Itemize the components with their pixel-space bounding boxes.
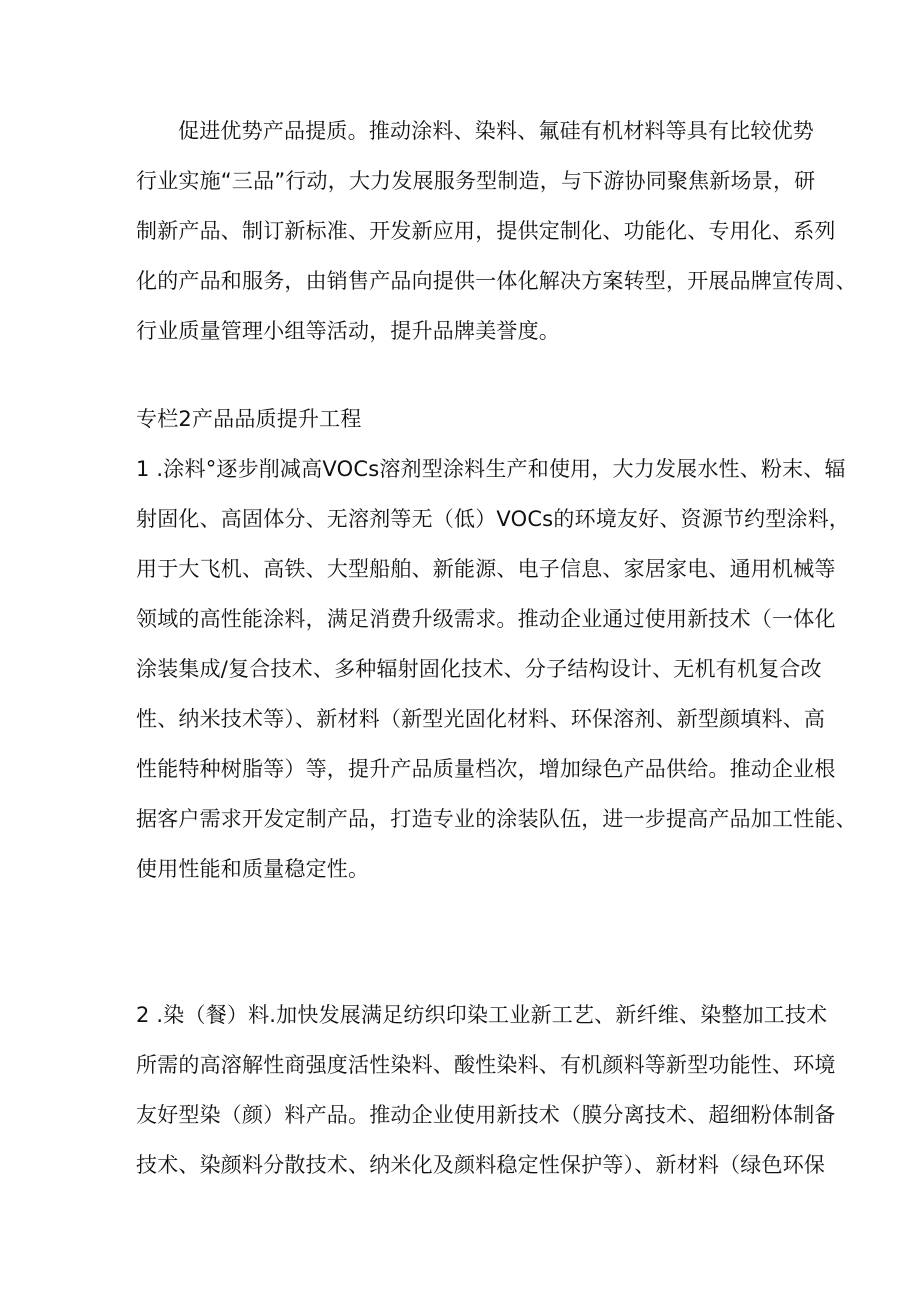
paragraph-1-line-3: 制新产品、制订新标准、开发新应用，提供定制化、功能化、专用化、系列 bbox=[136, 219, 836, 243]
paragraph-1-line-1: 促进优势产品提质。推动涂料、染料、氟硅有机材料等具有比较优势 bbox=[178, 119, 814, 143]
paragraph-1-line-5: 行业质量管理小组等活动，提升品牌美誉度。 bbox=[136, 319, 560, 343]
paragraph-2-line-2: 射固化、高固体分、无溶剂等无（低）VOCs的环境友好、资源节约型涂料， bbox=[136, 507, 851, 531]
paragraph-2-line-3: 用于大飞机、高铁、大型船舶、新能源、电子信息、家居家电、通用机械等 bbox=[136, 557, 836, 581]
paragraph-2-line-9: 使用性能和质量稳定性。 bbox=[136, 857, 370, 881]
paragraph-2-line-6: 性、纳米技术等）、新材料（新型光固化材料、环保溶剂、新型颜填料、高 bbox=[136, 707, 826, 731]
paragraph-2-line-1: 1 .涂料°逐步削减高VOCs溶剂型涂料生产和使用，大力发展水性、粉末、辐 bbox=[136, 457, 846, 481]
paragraph-3-line-3: 友好型染（颜）料产品。推动企业使用新技术（膜分离技术、超细粉体制备 bbox=[136, 1103, 836, 1127]
paragraph-1-line-4: 化的产品和服务，由销售产品向提供一体化解决方案转型，开展品牌宣传周、 bbox=[136, 269, 857, 293]
paragraph-1-line-2: 行业实施“三品”行动，大力发展服务型制造，与下游协同聚焦新场景，研 bbox=[136, 169, 816, 193]
paragraph-2-line-7: 性能特种树脂等）等，提升产品质量档次，增加绿色产品供给。推动企业根 bbox=[136, 757, 836, 781]
paragraph-2-line-4: 领域的高性能涂料，满足消费升级需求。推动企业通过使用新技术（一体化 bbox=[136, 607, 836, 631]
paragraph-2-line-8: 据客户需求开发定制产品，打造专业的涂装队伍，进一步提高产品加工性能、 bbox=[136, 807, 857, 831]
section-heading: 专栏2产品品质提升工程 bbox=[136, 407, 362, 431]
paragraph-3-line-1: 2 .染（餐）料.加快发展满足纺织印染工业新工艺、新纤维、染整加工技术 bbox=[136, 1003, 828, 1027]
paragraph-3-line-2: 所需的高溶解性商强度活性染料、酸性染料、有机颜料等新型功能性、环境 bbox=[136, 1053, 836, 1077]
paragraph-3-line-4: 技术、染颜料分散技术、纳米化及颜料稳定性保护等）、新材料（绿色环保 bbox=[136, 1153, 826, 1177]
paragraph-2-line-5: 涂装集成/复合技术、多种辐射固化技术、分子结构设计、无机有机复合改 bbox=[136, 657, 822, 681]
